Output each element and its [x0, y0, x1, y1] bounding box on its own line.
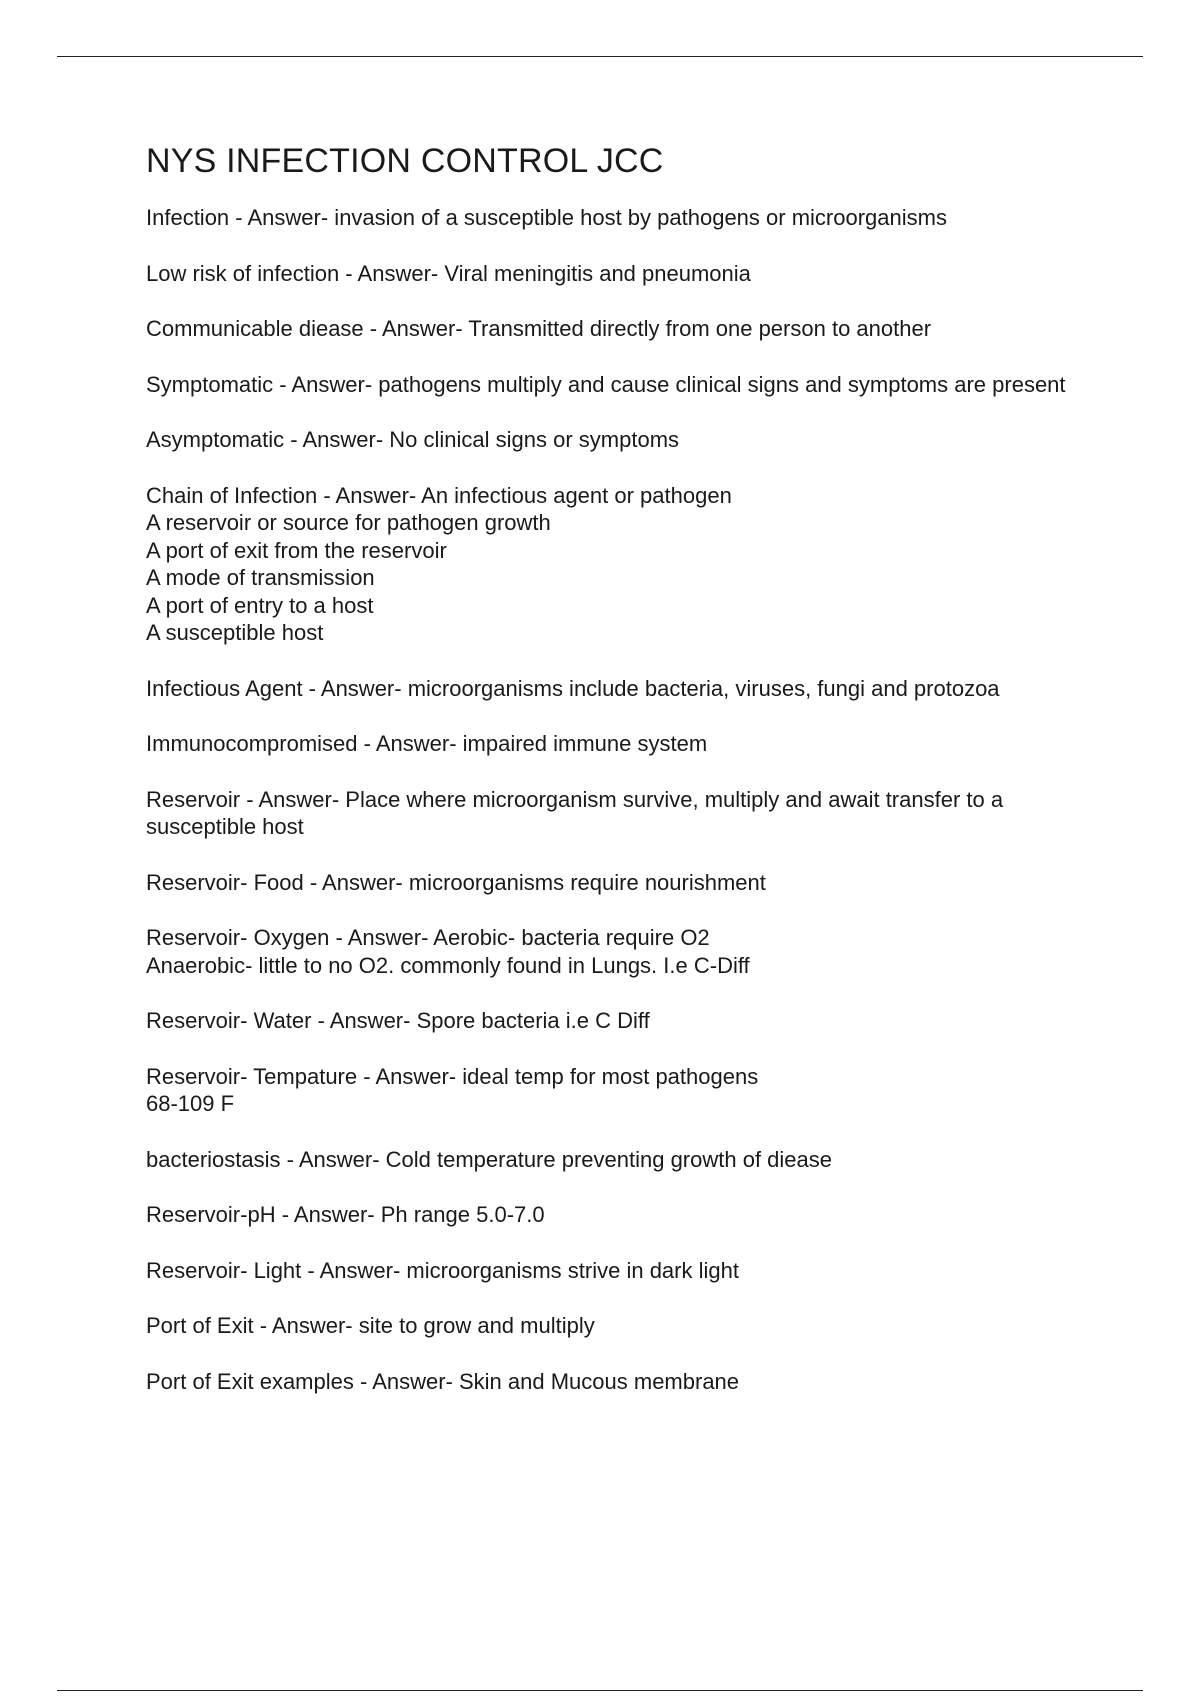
entry-reservoir-ph: Reservoir-pH - Answer- Ph range 5.0-7.0 — [146, 1202, 545, 1227]
entry-reservoir-temperature: Reservoir- Tempature - Answer- ideal temp for most pathogens 68-109 F — [146, 1063, 759, 1116]
entry-reservoir-food: Reservoir- Food - Answer- microorganisms require nourishment — [146, 869, 766, 895]
entry-port-of-exit: Port of Exit - Answer- site to grow and multiply — [146, 1313, 595, 1338]
entry-infectious-agent: Infectious Agent - Answer- microorganisms include bacteria, viruses, fungi and protozoa — [146, 675, 1000, 701]
entry-bacteriostasis: bacteriostasis - Answer- Cold temperature preventing growth of diease — [146, 1146, 833, 1172]
entry-reservoir-oxygen: Reservoir- Oxygen - Answer- Aerobic- bacteria require O2 Anaerobic- little to no O2. commonly found in Lungs. I.e C-Diff — [146, 925, 750, 978]
entry-chain-of-infection: Chain of Infection - Answer- An infectious agent or pathogen A reservoir or source for pathogen growth A port of exit from the reservoir A mode of transmission A port of entry to a host A susceptible host — [146, 482, 732, 645]
entry-port-of-exit-examples: Port of Exit examples - Answer- Skin and Mucous membrane — [146, 1368, 740, 1394]
page-title: NYS INFECTION CONTROL JCC — [146, 142, 664, 180]
entry-asymptomatic: Asymptomatic - Answer- No clinical signs or symptoms — [146, 427, 680, 452]
entry-symptomatic: Symptomatic - Answer- pathogens multiply and cause clinical signs and symptoms are present — [146, 371, 1066, 397]
document-body — [146, 140, 1096, 1423]
entry-communicable-disease: Communicable diease - Answer- Transmitted directly from one person to another — [146, 316, 932, 341]
entry-infection: Infection - Answer- invasion of a susceptible host by pathogens or microorganisms — [146, 205, 947, 230]
entry-immunocompromised: Immunocompromised - Answer- impaired immune system — [146, 731, 708, 756]
entry-reservoir: Reservoir - Answer- Place where microorganism survive, multiply and await transfer to a susceptible host — [146, 786, 1004, 839]
bottom-divider — [57, 1690, 1143, 1691]
entry-low-risk: Low risk of infection - Answer- Viral meningitis and pneumonia — [146, 260, 751, 286]
top-divider — [57, 56, 1143, 57]
entry-reservoir-light: Reservoir- Light - Answer- microorganisms strive in dark light — [146, 1257, 739, 1283]
entry-reservoir-water: Reservoir- Water - Answer- Spore bacteria i.e C Diff — [146, 1008, 650, 1033]
